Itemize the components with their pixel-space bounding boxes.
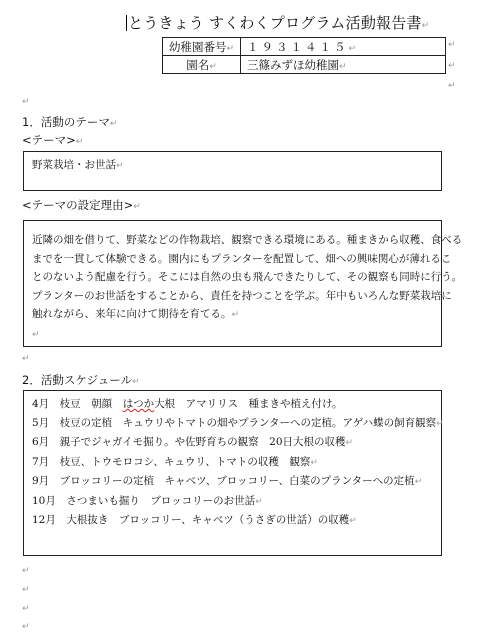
paragraph-mark: ↵	[22, 585, 30, 595]
schedule-item: 9月 ブロッコリーの定植 キャベツ、ブロッコリー、白菜のプランターへの定植↵	[32, 475, 423, 487]
paragraph-mark: ↵	[448, 61, 456, 71]
theme-box[interactable]	[23, 151, 442, 191]
theme-label: <テーマ>↵	[22, 133, 84, 147]
schedule-item: 6月 親子でジャガイモ掘り。や佐野育ちの観察 20日大根の収穫↵	[32, 436, 354, 448]
paragraph-mark: ↵	[22, 566, 30, 576]
kindergarten-name-label: 園名↵	[163, 56, 241, 74]
schedule-item: 10月 さつまいも掘り ブロッコリーのお世話↵	[32, 494, 263, 507]
paragraph-mark: ↵	[421, 21, 430, 31]
table-row	[163, 56, 446, 74]
reason-line: プランターのお世話をすることから、責任を持つことを学ぶ。年中もいろんな野菜栽培に	[32, 289, 452, 302]
schedule-list	[32, 395, 444, 531]
paragraph-mark: ↵	[22, 622, 30, 632]
reason-line: 近隣の畑を借りて、野菜などの作物栽培、観察できる環境にある。種まきから収穫、食べる	[32, 234, 463, 246]
table-row	[163, 38, 446, 56]
reason-line-empty: ↵	[32, 329, 40, 340]
spellcheck-underline: はつか	[122, 398, 155, 410]
paragraph-mark: ↵	[22, 97, 30, 107]
kindergarten-info-table	[162, 37, 446, 74]
reason-line: までを一貫して体験できる。園内にもプランターを配置して、畑への興味関心が薄れるこ	[32, 252, 452, 265]
reason-line: 触れながら、来年に向けて期待を育てる。↵	[32, 308, 240, 320]
schedule-item: 12月 大根抜き ブロッコリー、キャベツ（うさぎの世話）の収穫↵	[32, 514, 357, 526]
kindergarten-number-value[interactable]: １９３１４１５↵	[241, 38, 446, 56]
text-cursor	[126, 15, 127, 31]
schedule-item: 7月 枝豆、トウモロコシ、キュウリ、トマトの収穫 観察↵	[32, 455, 318, 468]
section2-heading: 2．活動スケジュール↵	[22, 373, 140, 387]
kindergarten-number-label: 幼稚園番号↵	[163, 38, 241, 56]
section1-heading: 1．活動のテーマ↵	[22, 115, 118, 129]
report-title-text: とうきょう すくわくプログラム活動報告書	[128, 14, 422, 32]
reason-box[interactable]	[23, 220, 463, 347]
paragraph-mark: ↵	[22, 354, 30, 364]
paragraph-mark: ↵	[448, 81, 456, 91]
schedule-item: 4月 枝豆 朝顔 はつか大根 アマリリス 種まきや植え付け。	[32, 398, 343, 410]
paragraph-mark: ↵	[448, 40, 456, 50]
report-title	[126, 12, 429, 33]
kindergarten-name-value[interactable]: 三篠みずほ幼稚園↵	[241, 56, 446, 74]
schedule-item: 5月 枝豆の定植 キュウリやトマトの畑やプランターへの定植。アゲハ蝶の飼育観察↵	[32, 416, 444, 429]
reason-line: とのないよう配慮を行う。そこには自然の虫も飛んできたりして、その観察も同時に行う。	[32, 271, 463, 283]
reason-label: <テーマの設定理由>↵	[22, 198, 141, 212]
theme-value: 野菜栽培・お世話↵	[32, 159, 124, 171]
paragraph-mark: ↵	[22, 604, 30, 614]
reason-text	[32, 231, 462, 344]
schedule-box[interactable]	[23, 390, 442, 556]
